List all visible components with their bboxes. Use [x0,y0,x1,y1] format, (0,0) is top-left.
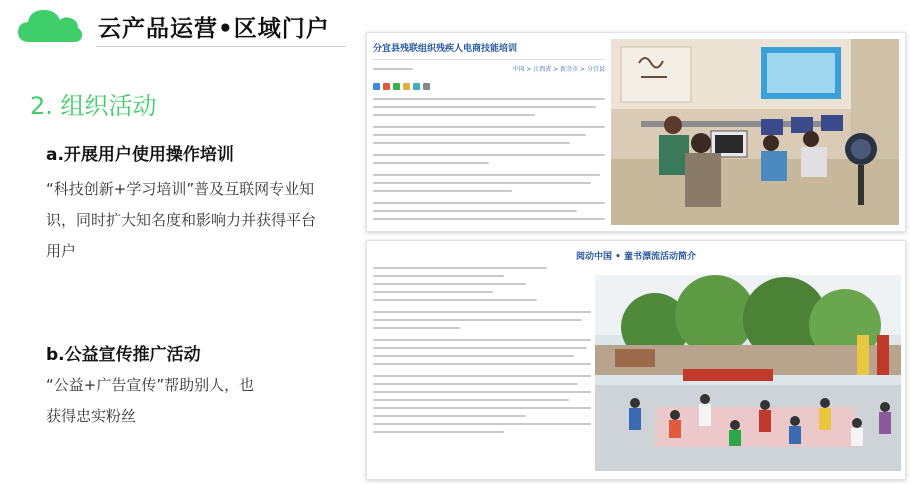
training-description [46,174,316,267]
promotion-heading: b.公益宣传推广活动 [46,345,201,365]
training-heading: a.开展用户使用操作培训 [46,145,234,165]
share-icons [373,83,605,90]
classroom-photo [611,39,899,225]
cloud-logo-icon [16,6,84,46]
article-title: 阅动中国 • 童书漂流活动简介 [575,252,697,262]
outdoor-event-photo [595,275,901,471]
text-line: 识，同时扩大知名度和影响力并获得平台 [46,211,317,229]
article-text-column [373,41,605,226]
title-divider [96,46,346,47]
welfare-article-screenshot [366,240,906,480]
article-text-column [373,267,591,439]
article-breadcrumb: 中国 > 江西省 > 新余市 > 分宜县 [512,66,605,73]
article-title: 分宜县残联组织残疾人电商技能培训 [373,44,518,54]
promotion-description [46,370,254,432]
text-line: 用户 [46,242,77,260]
text-line: 获得忠实粉丝 [46,407,137,425]
text-line: “科技创新+学习培训”普及互联网专业知 [46,180,315,198]
training-article-screenshot [366,32,906,232]
section-title: 2. 组织活动 [30,92,157,120]
page-title: 云产品运营•区域门户 [98,16,330,42]
text-line: “公益+广告宣传”帮助别人，也 [46,376,255,394]
